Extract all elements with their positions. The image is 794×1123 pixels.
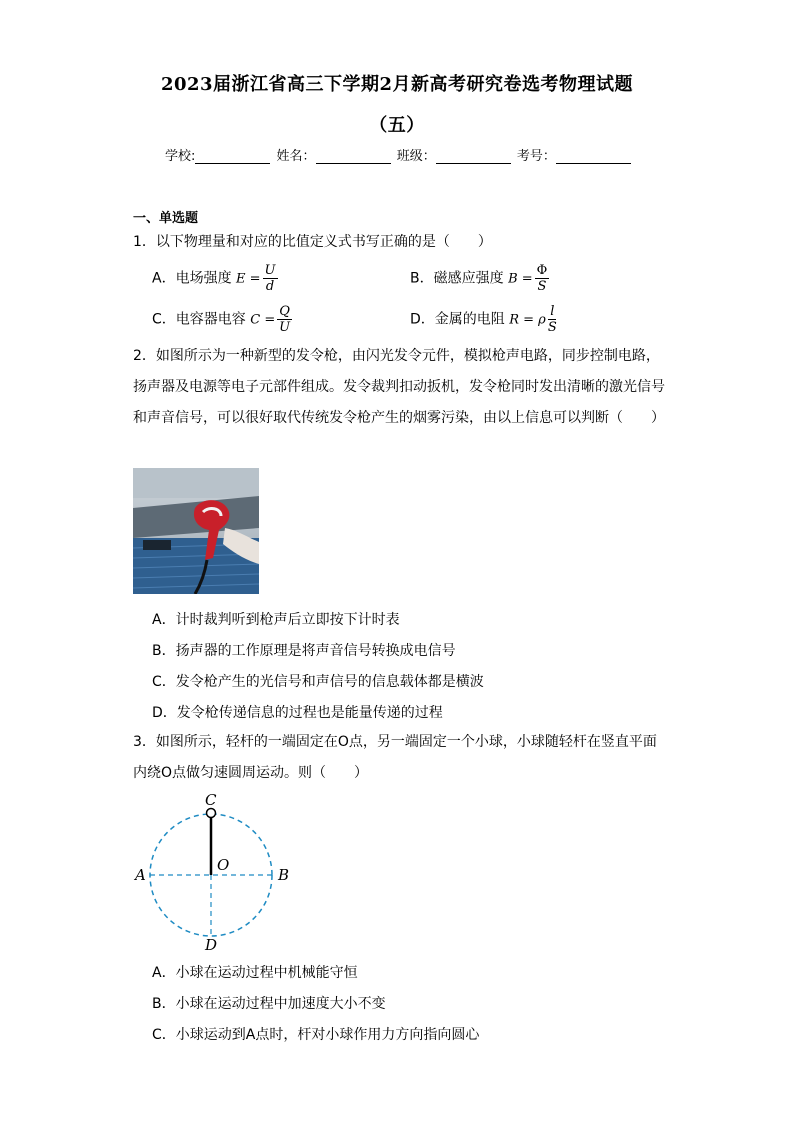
- q1-option-d-fraction: [548, 304, 557, 335]
- label-A: A: [135, 866, 146, 884]
- fraction-denominator: S: [537, 279, 547, 294]
- circle-diagram-svg: [130, 786, 300, 956]
- q3-stem-line2: 内绕O点做匀速圆周运动。则（ ）: [133, 765, 369, 781]
- q3-stem-line1: 3．如图所示，轻杆的一端固定在O点，另一端固定一个小球，小球随轻杆在竖直平面: [133, 734, 657, 750]
- q2-stem-line3: 和声音信号，可以很好取代传统发令枪产生的烟雾污染，由以上信息可以判断（ ）: [133, 410, 665, 426]
- q2-option-d: D．发令枪传递信息的过程也是能量传递的过程: [152, 705, 443, 721]
- fraction-denominator: d: [265, 279, 275, 294]
- q1-option-b-formula: B =: [508, 271, 533, 287]
- small-ball: [207, 809, 216, 818]
- q1-option-a: [152, 263, 280, 294]
- name-label: 姓名：: [276, 149, 316, 164]
- q2-stem-line1: 2．如图所示为一种新型的发令枪，由闪光发令元件，模拟枪声电路，同步控制电路，: [133, 348, 660, 364]
- q1-option-d-formula: R = ρ: [509, 312, 546, 328]
- fraction-denominator: U: [279, 320, 291, 335]
- number-blank[interactable]: [556, 149, 631, 164]
- q1-option-c-text: C．电容器电容: [152, 311, 246, 328]
- section-heading: 一、单选题: [133, 211, 199, 226]
- q2-option-c: C．发令枪产生的光信号和声信号的信息载体都是横波: [152, 674, 484, 690]
- q3-option-a: A．小球在运动过程中机械能守恒: [152, 965, 358, 981]
- fraction-numerator: U: [264, 263, 276, 278]
- q2-option-b: B．扬声器的工作原理是将声音信号转换成电信号: [152, 643, 456, 659]
- school-blank[interactable]: [195, 149, 270, 164]
- exam-title-sub: （五）: [369, 115, 425, 136]
- q1-option-b: [410, 263, 551, 294]
- student-info-row: [165, 145, 633, 164]
- q2-stem-line2: 扬声器及电源等电子元部件组成。发令裁判扣动扳机，发令枪同时发出清晰的激光信号: [133, 379, 665, 395]
- q1-option-a-formula: E =: [236, 271, 261, 287]
- q1-option-c-fraction: [277, 304, 292, 335]
- fraction-numerator: Q: [279, 304, 290, 319]
- q1-option-a-text: A．电场强度: [152, 270, 232, 287]
- class-blank[interactable]: [436, 149, 511, 164]
- stadium-image: [133, 468, 259, 594]
- q1-option-c: [152, 304, 294, 335]
- number-label: 考号：: [516, 149, 556, 164]
- q3-option-c: C．小球运动到A点时，杆对小球作用力方向指向圆心: [152, 1027, 480, 1043]
- label-D: D: [205, 936, 218, 954]
- q1-option-b-text: B．磁感应强度: [410, 270, 504, 287]
- q1-option-d: [410, 304, 559, 335]
- q1-option-a-fraction: [263, 263, 278, 294]
- q2-option-a: A．计时裁判听到枪声后立即按下计时表: [152, 612, 400, 628]
- fraction-numerator: Φ: [536, 263, 548, 278]
- label-B: B: [278, 866, 290, 884]
- starter-pistol-photo: [133, 468, 259, 594]
- class-label: 班级：: [396, 149, 436, 164]
- circular-motion-diagram: [130, 786, 300, 956]
- fraction-numerator: l: [550, 304, 555, 319]
- q1-stem: 1．以下物理量和对应的比值定义式书写正确的是（ ）: [133, 234, 492, 250]
- q1-option-b-fraction: [535, 263, 550, 294]
- q1-option-d-text: D．金属的电阻: [410, 311, 505, 328]
- exam-title: 2023届浙江省高三下学期2月新高考研究卷选考物理试题: [160, 74, 634, 95]
- label-O: O: [217, 856, 230, 874]
- label-C: C: [205, 791, 217, 809]
- q3-option-b: B．小球在运动过程中加速度大小不变: [152, 996, 386, 1012]
- name-blank[interactable]: [316, 149, 391, 164]
- school-label: 学校:: [165, 149, 196, 164]
- q1-option-c-formula: C =: [250, 312, 276, 328]
- fraction-denominator: S: [547, 320, 557, 335]
